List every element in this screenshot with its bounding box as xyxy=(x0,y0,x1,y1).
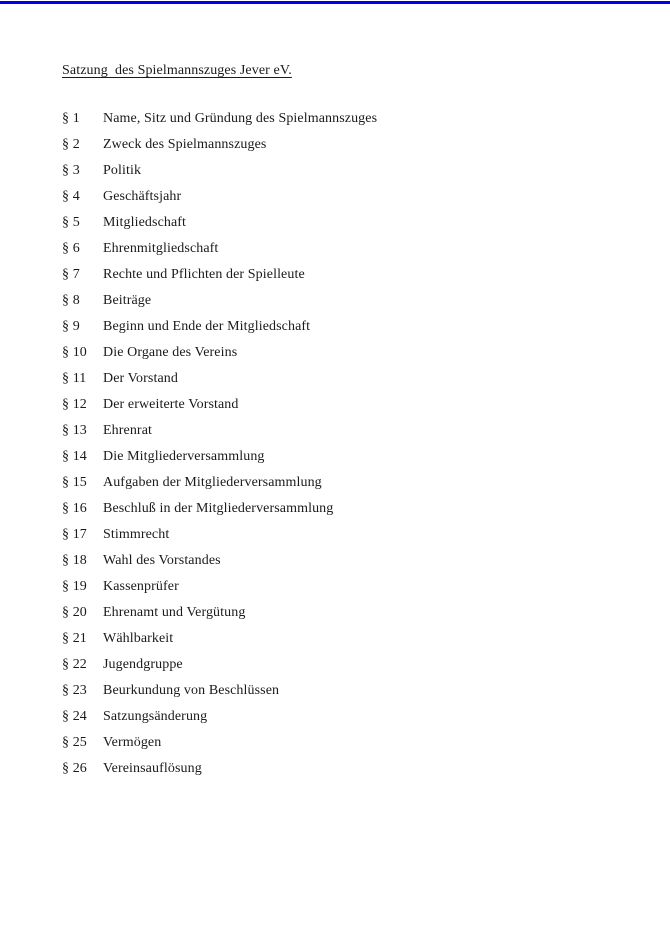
toc-item-number: § 14 xyxy=(62,449,87,464)
toc-item xyxy=(62,366,622,392)
toc-item-number: § 13 xyxy=(62,423,87,438)
toc-item-number: § 18 xyxy=(62,553,87,568)
toc-item xyxy=(62,496,622,522)
toc-item xyxy=(62,418,622,444)
toc-item xyxy=(62,132,622,158)
toc-item xyxy=(62,184,622,210)
toc-item-number: § 3 xyxy=(62,163,80,178)
toc-item xyxy=(62,756,622,782)
toc-item-label: Der erweiterte Vorstand xyxy=(103,397,239,412)
toc-item-label: Beschluß in der Mitgliederversammlung xyxy=(103,501,334,516)
toc-item-label: Beginn und Ende der Mitgliedschaft xyxy=(103,319,311,334)
toc-item-label: Wählbarkeit xyxy=(103,631,174,646)
toc-item xyxy=(62,288,622,314)
toc-item xyxy=(62,262,622,288)
toc-item xyxy=(62,340,622,366)
toc-item xyxy=(62,548,622,574)
toc-item-number: § 9 xyxy=(62,319,80,334)
toc-item-label: Vermögen xyxy=(103,735,162,750)
toc-item xyxy=(62,470,622,496)
toc-item-label: Beiträge xyxy=(103,293,152,308)
toc-item-number: § 21 xyxy=(62,631,87,646)
toc-item-label: Geschäftsjahr xyxy=(103,189,182,204)
toc-item-number: § 23 xyxy=(62,683,87,698)
toc-item xyxy=(62,106,622,132)
toc-item xyxy=(62,158,622,184)
toc-item-label: Stimmrecht xyxy=(103,527,170,542)
toc-item xyxy=(62,600,622,626)
toc-item-number: § 5 xyxy=(62,215,80,230)
toc-item-number: § 8 xyxy=(62,293,80,308)
toc-item xyxy=(62,652,622,678)
toc-item-label: Satzungsänderung xyxy=(103,709,208,724)
toc-item-label: Name, Sitz und Gründung des Spielmannszuges xyxy=(103,111,378,126)
toc-item-label: Jugendgruppe xyxy=(103,657,183,672)
toc-item-number: § 15 xyxy=(62,475,87,490)
toc-item-number: § 7 xyxy=(62,267,80,282)
toc-item-label: Ehrenmitgliedschaft xyxy=(103,241,219,256)
toc-item-number: § 12 xyxy=(62,397,87,412)
toc-item-number: § 2 xyxy=(62,137,80,152)
toc-item-label: Der Vorstand xyxy=(103,371,178,386)
toc-item xyxy=(62,392,622,418)
toc-item-number: § 10 xyxy=(62,345,87,360)
toc-item xyxy=(62,730,622,756)
toc-item xyxy=(62,444,622,470)
toc-item xyxy=(62,678,622,704)
toc-item-number: § 17 xyxy=(62,527,87,542)
toc-item-number: § 4 xyxy=(62,189,80,204)
toc-item-label: Kassenprüfer xyxy=(103,579,179,594)
toc-item-label: Ehrenrat xyxy=(103,423,152,438)
toc-item-label: Wahl des Vorstandes xyxy=(103,553,221,568)
toc-item-label: Mitgliedschaft xyxy=(103,215,187,230)
toc-item-label: Ehrenamt und Vergütung xyxy=(103,605,246,620)
toc-item-number: § 20 xyxy=(62,605,87,620)
toc-item xyxy=(62,236,622,262)
toc-item xyxy=(62,210,622,236)
toc-list xyxy=(62,106,622,782)
toc-item-label: Rechte und Pflichten der Spielleute xyxy=(103,267,305,282)
toc-item-label: Die Mitgliederversammlung xyxy=(103,449,265,464)
toc-item-label: Aufgaben der Mitgliederversammlung xyxy=(103,475,322,490)
toc-item-label: Die Organe des Vereins xyxy=(103,345,238,360)
top-border-line xyxy=(0,1,670,4)
page-title: Satzung des Spielmannszuges Jever eV. xyxy=(62,63,292,78)
toc-item-number: § 19 xyxy=(62,579,87,594)
toc-item-label: Politik xyxy=(103,163,142,178)
toc-item-number: § 26 xyxy=(62,761,87,776)
toc-item-number: § 22 xyxy=(62,657,87,672)
toc-item-number: § 16 xyxy=(62,501,87,516)
toc-item-number: § 1 xyxy=(62,111,80,126)
toc-item-number: § 11 xyxy=(62,371,87,386)
toc-item-number: § 6 xyxy=(62,241,80,256)
toc-item-label: Vereinsauflösung xyxy=(103,761,202,776)
toc-item-label: Zweck des Spielmannszuges xyxy=(103,137,267,152)
toc-item-number: § 24 xyxy=(62,709,87,724)
toc-item-label: Beurkundung von Beschlüssen xyxy=(103,683,280,698)
toc-item xyxy=(62,314,622,340)
toc-item-number: § 25 xyxy=(62,735,87,750)
toc-item xyxy=(62,522,622,548)
toc-item xyxy=(62,626,622,652)
toc-item xyxy=(62,704,622,730)
toc-item xyxy=(62,574,622,600)
